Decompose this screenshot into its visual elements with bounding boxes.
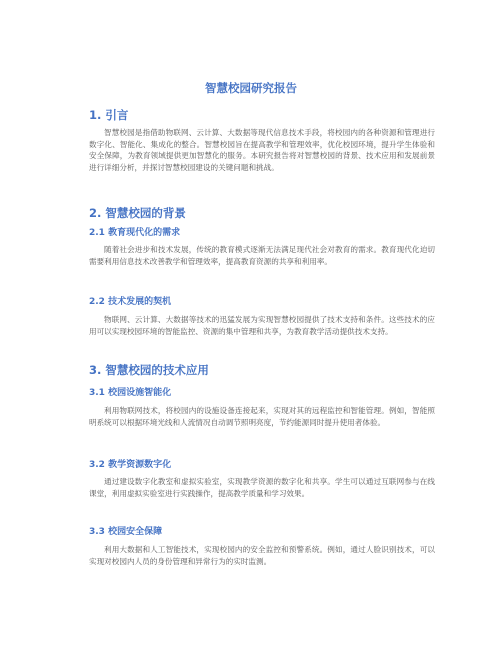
subsection-heading-smart-facilities: 3.1 校园设施智能化 bbox=[89, 388, 172, 398]
digital-teaching-resources-paragraph: 通过建设数字化教室和虚拟实验室，实现教学资源的数字化和共享。学生可以通过互联网参与在线课堂，利用虚拟实验室进行实践操作，提高教学质量和学习效果。 bbox=[89, 477, 435, 498]
section-heading-technology-applications: 3. 智慧校园的技术应用 bbox=[89, 363, 209, 377]
campus-security-paragraph: 利用大数据和人工智能技术，实现校园内的安全监控和预警系统。例如，通过人脸识别技术，可以实现对校园内人员的身份管理和异常行为的实时监测。 bbox=[89, 545, 435, 566]
subsection-heading-technology-opportunity: 2.2 技术发展的契机 bbox=[89, 297, 172, 307]
document-title: 智慧校园研究报告 bbox=[205, 81, 297, 95]
section-heading-introduction: 1. 引言 bbox=[89, 108, 129, 122]
smart-facilities-paragraph: 利用物联网技术，将校园内的设施设备连接起来，实现对其的远程监控和智能管理。例如，智能照明系统可以根据环境光线和人流情况自动调节照明亮度，节约能源同时提升使用者体验。 bbox=[89, 406, 435, 427]
subsection-heading-digital-teaching-resources: 3.2 教学资源数字化 bbox=[89, 460, 172, 470]
section-heading-background: 2. 智慧校园的背景 bbox=[89, 206, 186, 220]
introduction-paragraph: 智慧校园是指借助物联网、云计算、大数据等现代信息技术手段，将校园内的各种资源和管理进行数字化、智能化、集成化的整合。智慧校园旨在提高教学和管理效率，优化校园环境，提升学生体验和安全保障，为教育领域提供更加智慧化的服务。本研究报告将对智慧校园的背景、技术应用和发展前景进行详细分析，并探讨智慧校园建设的关键问题和挑战。 bbox=[89, 128, 435, 172]
subsection-heading-campus-security: 3.3 校园安全保障 bbox=[89, 527, 163, 537]
subsection-heading-education-modernization: 2.1 教育现代化的需求 bbox=[89, 228, 181, 238]
technology-opportunity-paragraph: 物联网、云计算、大数据等技术的迅猛发展为实现智慧校园提供了技术支持和条件。这些技术的应用可以实现校园环境的智能监控、资源的集中管理和共享，为教育教学活动提供技术支持。 bbox=[89, 315, 435, 336]
education-modernization-paragraph: 随着社会进步和技术发展，传统的教育模式逐渐无法满足现代社会对教育的需求。教育现代化迫切需要利用信息技术改善教学和管理效率，提高教育资源的共享和利用率。 bbox=[89, 245, 435, 266]
